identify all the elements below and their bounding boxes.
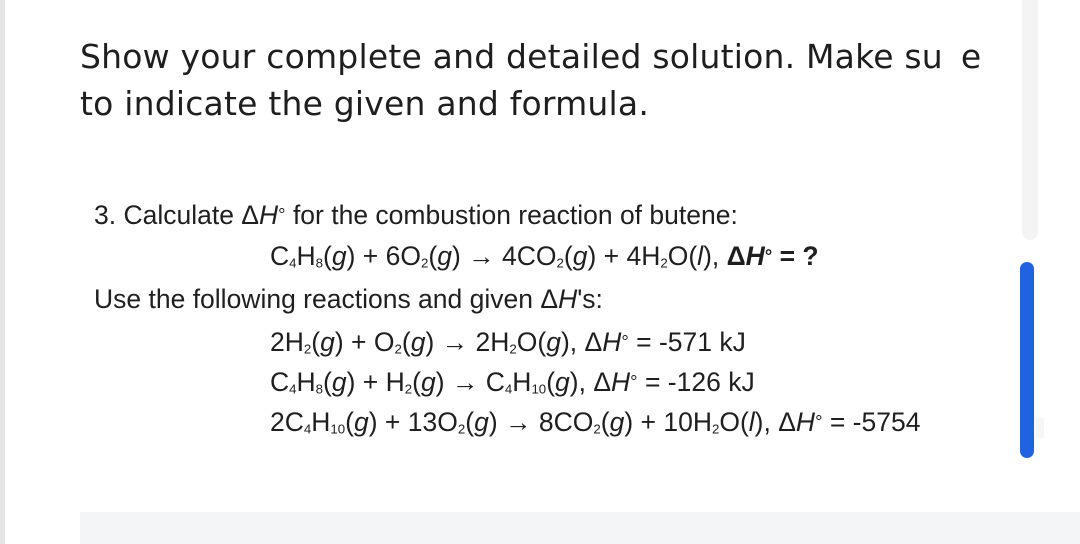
scrollbar-upper-region xyxy=(1022,0,1038,240)
problem-prompt: 3. Calculate ΔH° for the combustion reaction of butene: xyxy=(94,200,738,230)
instructions-line-1: Show your complete and detailed solution. Make su e xyxy=(80,37,982,76)
given-reaction-2: $C_4H_8(g) + H_2(g) \to C_4H_{10}(g)$, ΔH° = -126 kJ xyxy=(270,367,755,397)
scrollbar-thumb[interactable] xyxy=(1020,262,1034,458)
scrollbar-edge xyxy=(1036,418,1044,438)
given-reaction-3: $2C_4H_{10}(g) + 13O_2(g) \to 8CO_2(g) + 10H_2O(l)$, ΔH° = -5754 xyxy=(270,407,921,437)
answer-area[interactable] xyxy=(80,512,1080,544)
instructions-line-2: to indicate the given and formula. xyxy=(80,84,650,123)
given-reaction-1: $2H_2(g) + O_2(g) \to 2H_2O(g)$, ΔH° = -571 kJ xyxy=(270,327,746,357)
given-reactions-intro: Use the following reactions and given ΔH's: xyxy=(94,284,603,314)
left-divider xyxy=(0,0,5,544)
target-equation: $C_4H_8(g) + 6O_2(g) \to 4CO_2(g) + 4H_2O(l)$, ΔH° = ? xyxy=(270,241,819,271)
instructions-text xyxy=(80,33,981,127)
